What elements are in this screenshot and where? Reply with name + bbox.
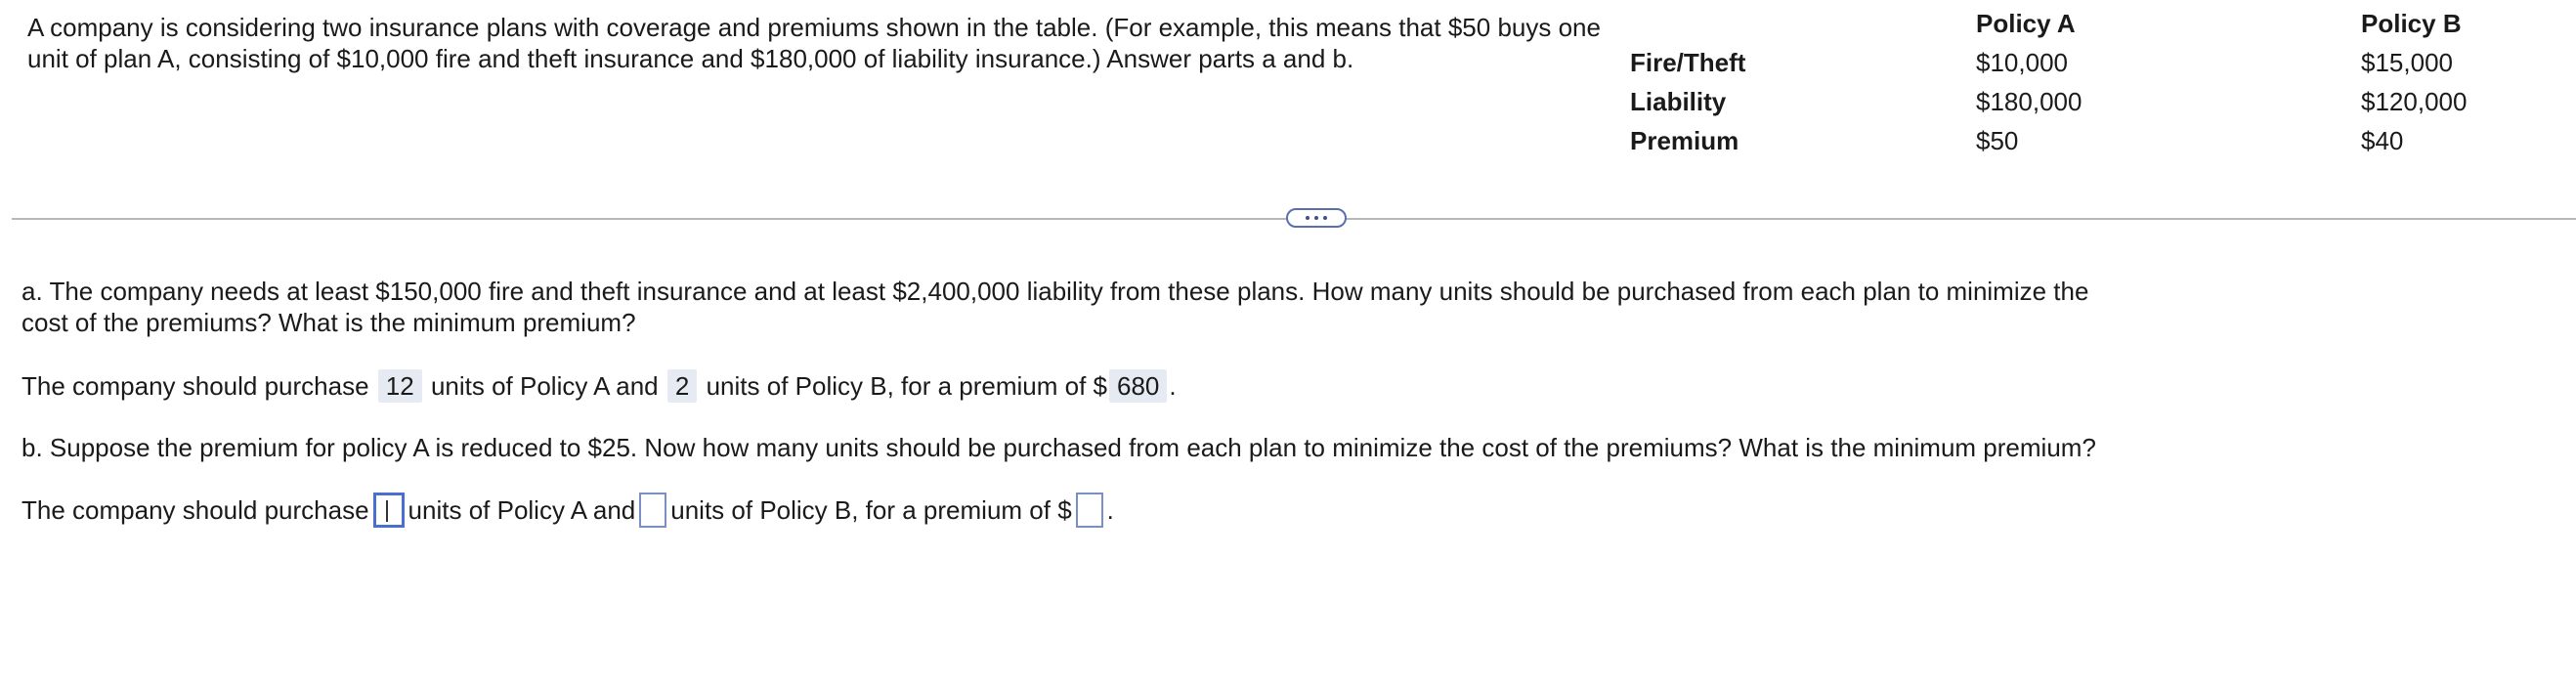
part-a-mid-2: units of Policy B, for a premium of $ bbox=[706, 371, 1107, 401]
cell-premium-b: $40 bbox=[2361, 126, 2404, 155]
part-b-answer-prefix: The company should purchase bbox=[21, 495, 369, 525]
part-b-premium-input[interactable] bbox=[1076, 493, 1103, 528]
part-b-suffix: . bbox=[1106, 495, 1114, 525]
part-a-mid-1: units of Policy A and bbox=[430, 371, 659, 401]
part-a-suffix: . bbox=[1169, 371, 1177, 401]
part-b-mid-1: units of Policy A and bbox=[408, 495, 636, 525]
part-b-answer-line bbox=[21, 494, 2171, 528]
part-a-question: a. The company needs at least $150,000 fire and theft insurance and at least $2,400,000 liability from these plans. How many units should be purchased from each plan to minimize the cost of the premiums? What is the minimum premium? bbox=[21, 277, 2089, 337]
row-label-premium: Premium bbox=[1630, 126, 1739, 155]
problem-statement: A company is considering two insurance plans with coverage and premiums shown in the table. (For example, this means that $50 buys one unit of plan A, consisting of $10,000 fire and theft insurance and $180,000 of liability insurance.) Answer parts a and b. bbox=[27, 13, 1601, 73]
expand-more-button[interactable] bbox=[1286, 208, 1347, 228]
header-policy-a: Policy A bbox=[1976, 9, 2076, 38]
row-label-liability: Liability bbox=[1630, 87, 1727, 116]
cell-liability-b: $120,000 bbox=[2361, 87, 2468, 116]
cell-fire-theft-a: $10,000 bbox=[1976, 48, 2068, 77]
part-b-mid-2: units of Policy B, for a premium of $ bbox=[670, 495, 1072, 525]
cell-liability-a: $180,000 bbox=[1976, 87, 2082, 116]
part-a-units-b-answer: 2 bbox=[667, 369, 697, 403]
cell-fire-theft-b: $15,000 bbox=[2361, 48, 2453, 77]
part-b-units-b-input[interactable] bbox=[639, 493, 666, 528]
cell-premium-a: $50 bbox=[1976, 126, 2019, 155]
row-label-fire-theft: Fire/Theft bbox=[1630, 48, 1746, 77]
header-policy-b: Policy B bbox=[2361, 9, 2462, 38]
part-a-answer-line bbox=[21, 369, 2171, 403]
more-dots-icon bbox=[1306, 216, 1327, 220]
part-a-units-a-answer: 12 bbox=[378, 369, 422, 403]
part-a-premium-answer: 680 bbox=[1109, 369, 1167, 403]
part-a-answer-prefix: The company should purchase bbox=[21, 371, 369, 401]
part-b-units-a-input[interactable] bbox=[373, 493, 405, 528]
part-b-question: b. Suppose the premium for policy A is reduced to $25. Now how many units should be purchased from each plan to minimize the cost of the premiums? What is the minimum premium? bbox=[21, 433, 2096, 462]
